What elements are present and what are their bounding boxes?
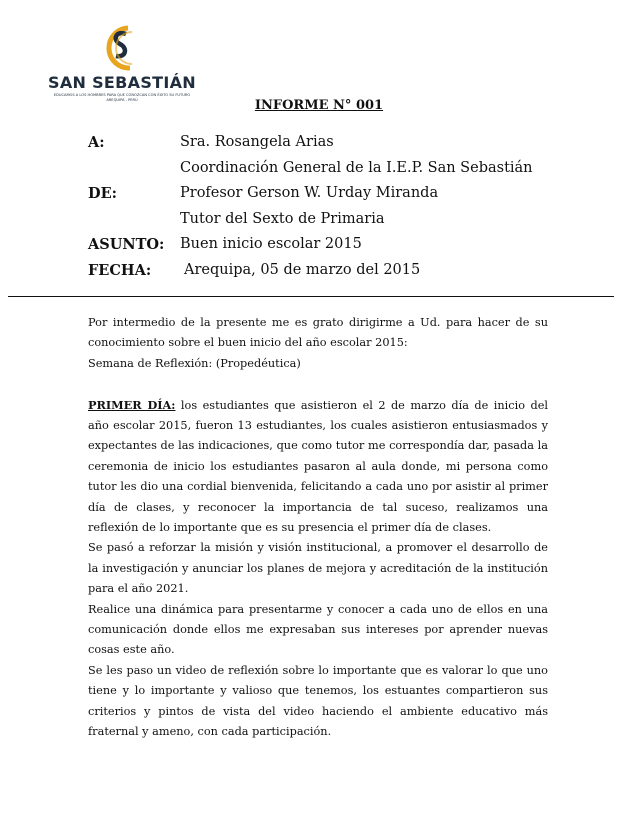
header-divider [8, 296, 614, 297]
to-name: Sra. Rosangela Arias [180, 134, 334, 150]
first-day-label: PRIMER DÍA: [88, 397, 176, 412]
logo-school-name: SAN SEBASTIÁN [48, 73, 196, 92]
date-value: Arequipa, 05 de marzo del 2015 [184, 262, 421, 278]
report-title: INFORME N° 001 [254, 98, 384, 113]
logo-location: AREQUIPA - PERÚ [106, 98, 138, 102]
to-label: A: [88, 134, 105, 151]
from-role: Tutor del Sexto de Primaria [180, 211, 385, 227]
first-day-paragraph [88, 395, 548, 539]
to-role: Coordinación General de la I.E.P. San Sebastián [180, 160, 533, 176]
dynamic-paragraph: Realice una dinámica para presentarme y conocer a cada uno de ellos en una comunicación donde ellos me expresaban sus intereses por aprender nuevas cosas este año. [88, 602, 548, 657]
from-name: Profesor Gerson W. Urday Miranda [180, 185, 439, 201]
date-label: FECHA: [88, 262, 152, 279]
subject-label: ASUNTO: [88, 236, 165, 253]
subject-value: Buen inicio escolar 2015 [180, 236, 362, 252]
report-body [88, 313, 548, 743]
week-line: Semana de Reflexión: (Propedéutica) [88, 356, 301, 370]
video-paragraph: Se les paso un video de reflexión sobre lo importante que es valorar lo que uno tiene y lo importante y valioso que tenemos, los estuantes compartieron sus criterios y pintos de vista del video haciendo el ambiente educativo más fraternal y ameno, con cada participación. [88, 663, 548, 739]
from-label: DE: [88, 185, 117, 202]
school-logo [40, 22, 204, 102]
paragraph-spacer [88, 374, 548, 394]
mission-paragraph: Se pasó a reforzar la misión y visión institucional, a promover el desarrollo de la investigación y anunciar los planes de mejora y acreditación de la institución para el año 2021. [88, 541, 548, 596]
first-day-text: los estudiantes que asistieron el 2 de marzo día de inicio del año escolar 2015, fueron 13 estudiantes, los cuales asistieron entusiasmados y expectantes de las indicaciones, que como tutor me correspondía dar, pasada la ceremonia de inicio los estudiantes pasaron al aula donde, mi persona como tutor les dio una cordial bienvenida, felicitando a cada uno por asistir al primer día de clases, y reconocer la importancia de tal suceso, realizamos una reflexión de lo importante que es su presencia el primer día de clases. [88, 398, 548, 535]
school-emblem-icon [98, 22, 146, 74]
logo-motto: EDUCAMOS A LOS HOMBRES PARA QUE CONOZCAN CON ÉXITO SU FUTURO [53, 93, 191, 97]
intro-paragraph: Por intermedio de la presente me es grato dirigirme a Ud. para hacer de su conocimiento sobre el buen inicio del año escolar 2015: [88, 316, 548, 350]
